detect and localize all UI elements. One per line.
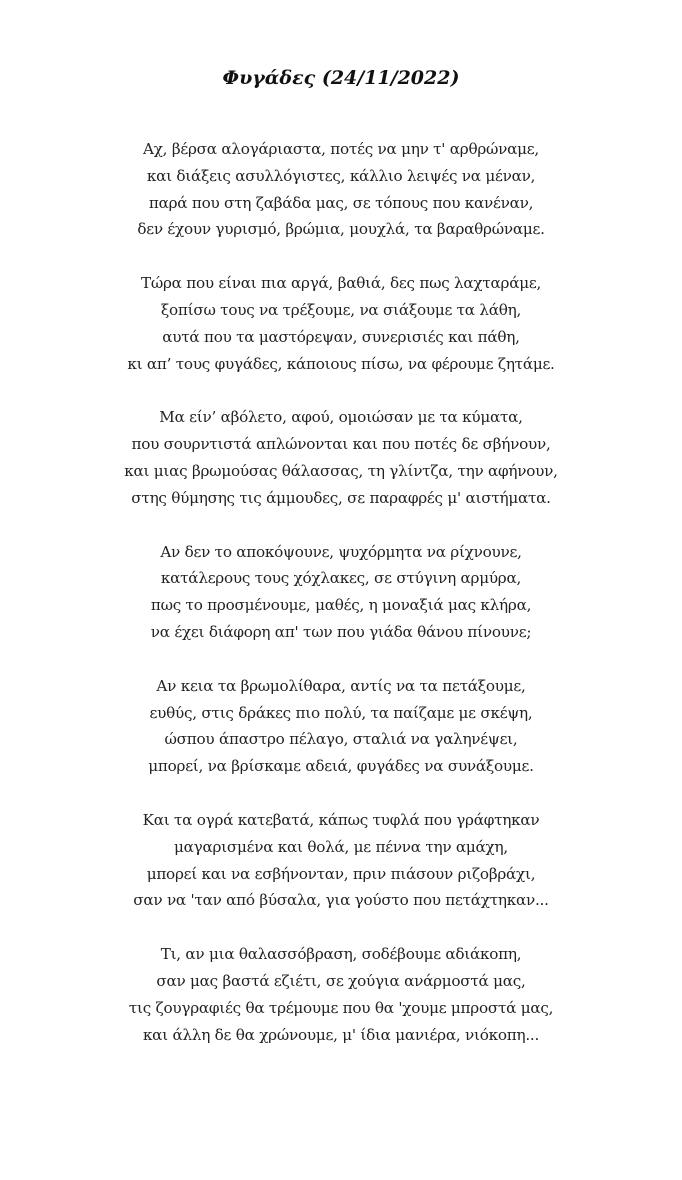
- poem-line: δεν έχουν γυρισμό, βρώμια, μουχλά, τα βαραθρώναμε.: [137, 220, 545, 239]
- poem-line: και διάξεις ασυλλόγιστες, κάλλιο λειψές να μέναν,: [146, 166, 536, 185]
- poem-line: τις ζουγραφιές θα τρέμουμε που θα 'χουμε μπροστά μας,: [128, 998, 554, 1017]
- poem-line: Μα είν’ αβόλετο, αφού, ομοιώσαν με τα κύματα,: [159, 408, 523, 427]
- poem-line: κατάλερους τους χόχλακες, σε στύγινη αρμύρα,: [160, 569, 522, 588]
- poem-stanza: [0, 941, 682, 1048]
- poem-stanza: [0, 404, 682, 511]
- poem-line: σαν μας βαστά εζιέτι, σε χούγια ανάρμοστά μας,: [156, 971, 526, 990]
- poem-line: ευθύς, στις δράκες πιο πολύ, τα παίζαμε με σκέψη,: [149, 703, 533, 722]
- poem-line: που σουρντιστά απλώνονται και που ποτές δε σβήνουν,: [131, 435, 551, 454]
- poem-stanza: [0, 136, 682, 243]
- poem-stanza: [0, 270, 682, 377]
- poem-line: πως το προσμένουμε, μαθές, η μοναξιά μας κλήρα,: [150, 596, 532, 615]
- poem-line: ώσπου άπαστρο πέλαγο, σταλιά να γαληνέψει,: [164, 730, 518, 749]
- poem-line: και μιας βρωμούσας θάλασσας, τη γλίντζα, την αφήνουν,: [124, 461, 558, 480]
- poem-line: Και τα ογρά κατεβατά, κάπως τυφλά που γράφτηκαν: [142, 810, 540, 829]
- poem-stanza: [0, 673, 682, 780]
- poem-line: μπορεί, να βρίσκαμε αδειά, φυγάδες να συνάξουμε.: [148, 757, 534, 776]
- poem-line: Αν δεν το αποκόψουνε, ψυχόρμητα να ρίχνουνε,: [160, 542, 522, 561]
- poem-body: [0, 136, 682, 1075]
- poem-line: στης θύμησης τις άμμουδες, σε παραφρές μ' αιστήματα.: [131, 488, 551, 507]
- poem-line: μαγαρισμένα και θολά, με πέννα την αμάχη,: [174, 837, 508, 856]
- poem-line: ξοπίσω τους να τρέξουμε, να σιάξουμε τα λάθη,: [160, 300, 522, 319]
- poem-line: αυτά που τα μαστόρεψαν, συνερισιές και πάθη,: [162, 327, 520, 346]
- poem-line: Τώρα που είναι πια αργά, βαθιά, δες πως λαχταράμε,: [140, 274, 542, 293]
- poem-line: παρά που στη ζαβάδα μας, σε τόπους που κανέναν,: [148, 193, 534, 212]
- poem-line: μπορεί και να εσβήνονταν, πριν πιάσουν ριζοβράχι,: [146, 864, 536, 883]
- poem-title: Φυγάδες (24/11/2022): [222, 67, 460, 89]
- poem-stanza: [0, 807, 682, 914]
- poem-line: Τι, αν μια θαλασσόβραση, σοδέβουμε αδιάκοπη,: [160, 945, 522, 964]
- poem-line: Αχ, βέρσα αλογάριαστα, ποτές να μην τ' αρθρώναμε,: [143, 140, 539, 158]
- poem-line: κι απ’ τους φυγάδες, κάποιους πίσω, να φέρουμε ζητάμε.: [127, 354, 555, 373]
- poem-stanza: [0, 539, 682, 646]
- poem-line: Αν κεια τα βρωμολίθαρα, αντίς να τα πετάξουμε,: [156, 676, 526, 695]
- poem-line: σαν να 'ταν από βύσαλα, για γούστο που πετάχτηκαν...: [133, 891, 549, 910]
- poem-line: και άλλη δε θα χρώνουμε, μ' ίδια μανιέρα, νιόκοπη...: [142, 1025, 540, 1044]
- poem-line: να έχει διάφορη απ' των που γιάδα θάνου πίνουνε;: [150, 622, 532, 641]
